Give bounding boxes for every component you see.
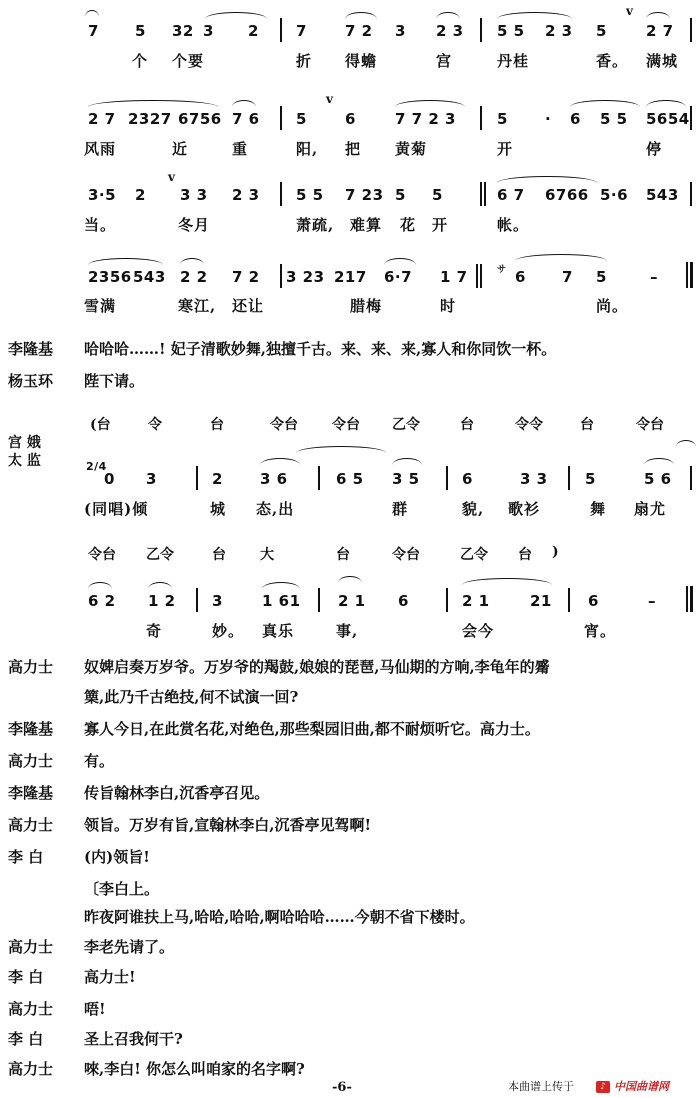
stage-direction: 〔李白上。: [84, 880, 160, 898]
lyric: 雪满: [84, 297, 117, 315]
note: 2 1: [338, 592, 366, 610]
lyric: 开: [497, 140, 514, 158]
note: 6 5: [336, 470, 364, 488]
dialogue-line: 篥,此乃千古绝技,何不试演一回?: [84, 688, 299, 706]
speaker-name: 高力士: [8, 1060, 54, 1078]
percussion: 乙令: [460, 547, 488, 563]
note: 3 5: [392, 470, 420, 488]
dialogue-line: 李老先请了。: [84, 938, 175, 956]
lyric: 香。: [596, 52, 629, 70]
note: 2: [135, 186, 146, 204]
percussion: 令台: [392, 547, 420, 563]
lyric: 停: [646, 140, 663, 158]
speaker-name: 李 白: [8, 968, 44, 986]
note: 1 2: [148, 592, 176, 610]
note: 3 3: [180, 186, 208, 204]
note: 2 3: [436, 22, 464, 40]
note: 7 2: [345, 22, 373, 40]
note: 5: [432, 186, 443, 204]
percussion: (台: [90, 417, 111, 433]
note: 5: [296, 110, 307, 128]
note: 2 2: [180, 268, 208, 286]
note: 7 23: [345, 186, 384, 204]
note: 3: [395, 22, 406, 40]
note: 5 5: [600, 110, 628, 128]
note: 6 7: [497, 186, 525, 204]
chorus-speaker: 太 监: [8, 453, 41, 469]
percussion: 令台: [332, 417, 360, 433]
lyric: 丹桂: [497, 52, 530, 70]
note: 3: [212, 592, 223, 610]
note: 32: [172, 22, 194, 40]
site-logo-icon: ♪: [596, 1076, 610, 1095]
lyric: 真乐: [262, 622, 295, 640]
lyric: 阳,: [296, 140, 319, 158]
lyric: 得蟾: [345, 52, 378, 70]
speaker-name: 李隆基: [8, 340, 54, 358]
lyric: 把: [345, 140, 362, 158]
percussion: 台: [210, 417, 224, 433]
note: 3 3: [520, 470, 548, 488]
note: 21: [530, 592, 552, 610]
note: 217: [334, 268, 367, 286]
percussion: ): [552, 544, 559, 560]
lyric: 寒江,: [178, 297, 217, 315]
note: 6766: [545, 186, 589, 204]
percussion: 令台: [270, 417, 298, 433]
note: 2: [248, 22, 259, 40]
lyric: 时: [440, 297, 457, 315]
page-number: -6-: [332, 1080, 352, 1095]
note: 7 7 2 3: [395, 110, 456, 128]
lyric: 个要: [172, 52, 205, 70]
lyric: 貌,: [462, 500, 485, 518]
note: 6: [398, 592, 409, 610]
lyric: 城: [210, 500, 227, 518]
note: –: [648, 592, 656, 610]
note: 7 6: [232, 110, 260, 128]
speaker-name: 高力士: [8, 938, 54, 956]
dialogue-line: 唔!: [84, 1000, 106, 1018]
speaker-name: 高力士: [8, 752, 54, 770]
note: 5: [596, 22, 607, 40]
percussion: 台: [460, 417, 474, 433]
note: 3·5: [88, 186, 117, 204]
chorus-speaker: 宫 娥: [8, 435, 41, 451]
note: 2 7: [646, 22, 674, 40]
note: 3: [203, 22, 214, 40]
lyric: 扇尤: [634, 500, 667, 518]
note: 5 5: [296, 186, 324, 204]
dialogue-line: 奴婢启奏万岁爷。万岁爷的羯鼓,娘娘的琵琶,马仙期的方响,李龟年的觱: [84, 658, 550, 676]
note: 7: [296, 22, 307, 40]
speaker-name: 李隆基: [8, 784, 54, 802]
note: 543: [133, 268, 166, 286]
note: 6: [462, 470, 473, 488]
note: 2 3: [545, 22, 573, 40]
percussion: 台: [580, 417, 594, 433]
lyric: (同唱)倾: [84, 500, 149, 518]
lyric: 歌衫: [508, 500, 541, 518]
note: 5654: [646, 110, 690, 128]
speaker-name: 高力士: [8, 1000, 54, 1018]
dialogue-line: 高力士!: [84, 968, 136, 986]
note: 7 2: [232, 268, 260, 286]
lyric: 难算: [350, 216, 383, 234]
note: 6756: [178, 110, 222, 128]
lyric: 满城: [646, 52, 679, 70]
note: 543: [646, 186, 679, 204]
note: 5 5: [497, 22, 525, 40]
percussion: 令台: [636, 417, 664, 433]
note: 6: [570, 110, 581, 128]
speaker-name: 李隆基: [8, 720, 54, 738]
lyric: 腊梅: [350, 297, 383, 315]
site-logo-text: 中国曲谱网: [614, 1080, 669, 1093]
note: 3: [146, 470, 157, 488]
lyric: 冬月: [178, 216, 211, 234]
dialogue-line: 陛下请。: [84, 372, 145, 390]
note: 5·6: [600, 186, 629, 204]
note: 2: [212, 470, 223, 488]
lyric: 黄菊: [395, 140, 428, 158]
note: 7: [88, 22, 99, 40]
lyric: 开: [432, 216, 449, 234]
note: 6: [345, 110, 356, 128]
speaker-name: 高力士: [8, 816, 54, 834]
dialogue-line: (内)领旨!: [84, 848, 150, 866]
dialogue-line: 圣上召我何干?: [84, 1030, 183, 1048]
lyric: 个: [132, 52, 149, 70]
dialogue-line: 有。: [84, 752, 115, 770]
dialogue-line: 唻,李白! 你怎么叫咱家的名字啊?: [84, 1060, 305, 1078]
note: 3 23: [286, 268, 325, 286]
lyric: 花: [400, 216, 417, 234]
lyric: 妙。: [212, 622, 245, 640]
note: 5 6: [644, 470, 672, 488]
note: 2356: [88, 268, 132, 286]
lyric: 还让: [232, 297, 265, 315]
note: 6: [588, 592, 599, 610]
percussion: 令: [148, 417, 162, 433]
note: 2 7: [88, 110, 116, 128]
lyric: 舞: [590, 500, 607, 518]
note: –: [650, 268, 658, 286]
note: ·: [545, 110, 552, 128]
source-text: 本曲谱上传于: [508, 1080, 574, 1093]
lyric: 帐。: [497, 216, 530, 234]
dialogue-line: 寡人今日,在此赏名花,对绝色,那些梨园旧曲,都不耐烦听它。高力士。: [84, 720, 540, 738]
note: 5: [497, 110, 508, 128]
lyric: 奇: [146, 622, 163, 640]
note: 3 6: [260, 470, 288, 488]
note: 5: [135, 22, 146, 40]
dialogue-line: 哈哈哈……! 妃子清歌妙舞,独擅千古。来、来、来,寡人和你同饮一杯。: [84, 340, 557, 358]
percussion: 令台: [88, 547, 116, 563]
dialogue-line: 昨夜阿谁扶上马,哈哈,哈哈,啊哈哈哈……今朝不省下楼时。: [84, 908, 475, 926]
percussion: 乙令: [146, 547, 174, 563]
percussion: 令令: [515, 417, 543, 433]
note: 1 61: [262, 592, 301, 610]
note: 5: [596, 268, 607, 286]
lyric: 事,: [336, 622, 359, 640]
note: 5: [585, 470, 596, 488]
speaker-name: 李 白: [8, 1030, 44, 1048]
percussion: 台: [336, 547, 350, 563]
dialogue-line: 领旨。万岁有旨,宣翰林李白,沉香亭见驾啊!: [84, 816, 372, 834]
lyric: 态,出: [256, 500, 295, 518]
note: 1 7: [440, 268, 468, 286]
percussion: 台: [518, 547, 532, 563]
time-signature: 2/4: [86, 460, 107, 473]
lyric: 群: [392, 500, 409, 518]
lyric: 风雨: [84, 140, 117, 158]
lyric: 近: [172, 140, 189, 158]
note: 0: [104, 470, 115, 488]
note: 7: [562, 268, 573, 286]
note: 2327: [128, 110, 172, 128]
dialogue-line: 传旨翰林李白,沉香亭召见。: [84, 784, 270, 802]
note: 6·7: [384, 268, 413, 286]
lyric: 宵。: [584, 622, 617, 640]
speaker-name: 高力士: [8, 658, 54, 676]
note: 2 3: [232, 186, 260, 204]
lyric: 萧疏,: [296, 216, 335, 234]
lyric: 折: [296, 52, 313, 70]
speaker-name: 杨玉环: [8, 372, 54, 390]
note: 5: [395, 186, 406, 204]
lyric: 重: [232, 140, 249, 158]
lyric: 当。: [84, 216, 117, 234]
note: 2 1: [462, 592, 490, 610]
note: 6 2: [88, 592, 116, 610]
lyric: 会今: [462, 622, 495, 640]
percussion: 乙令: [392, 417, 420, 433]
percussion: 台: [212, 547, 226, 563]
note: 6: [515, 268, 526, 286]
lyric: 尚。: [596, 297, 629, 315]
speaker-name: 李 白: [8, 848, 44, 866]
lyric: 宫: [436, 52, 453, 70]
percussion: 大: [260, 547, 274, 563]
